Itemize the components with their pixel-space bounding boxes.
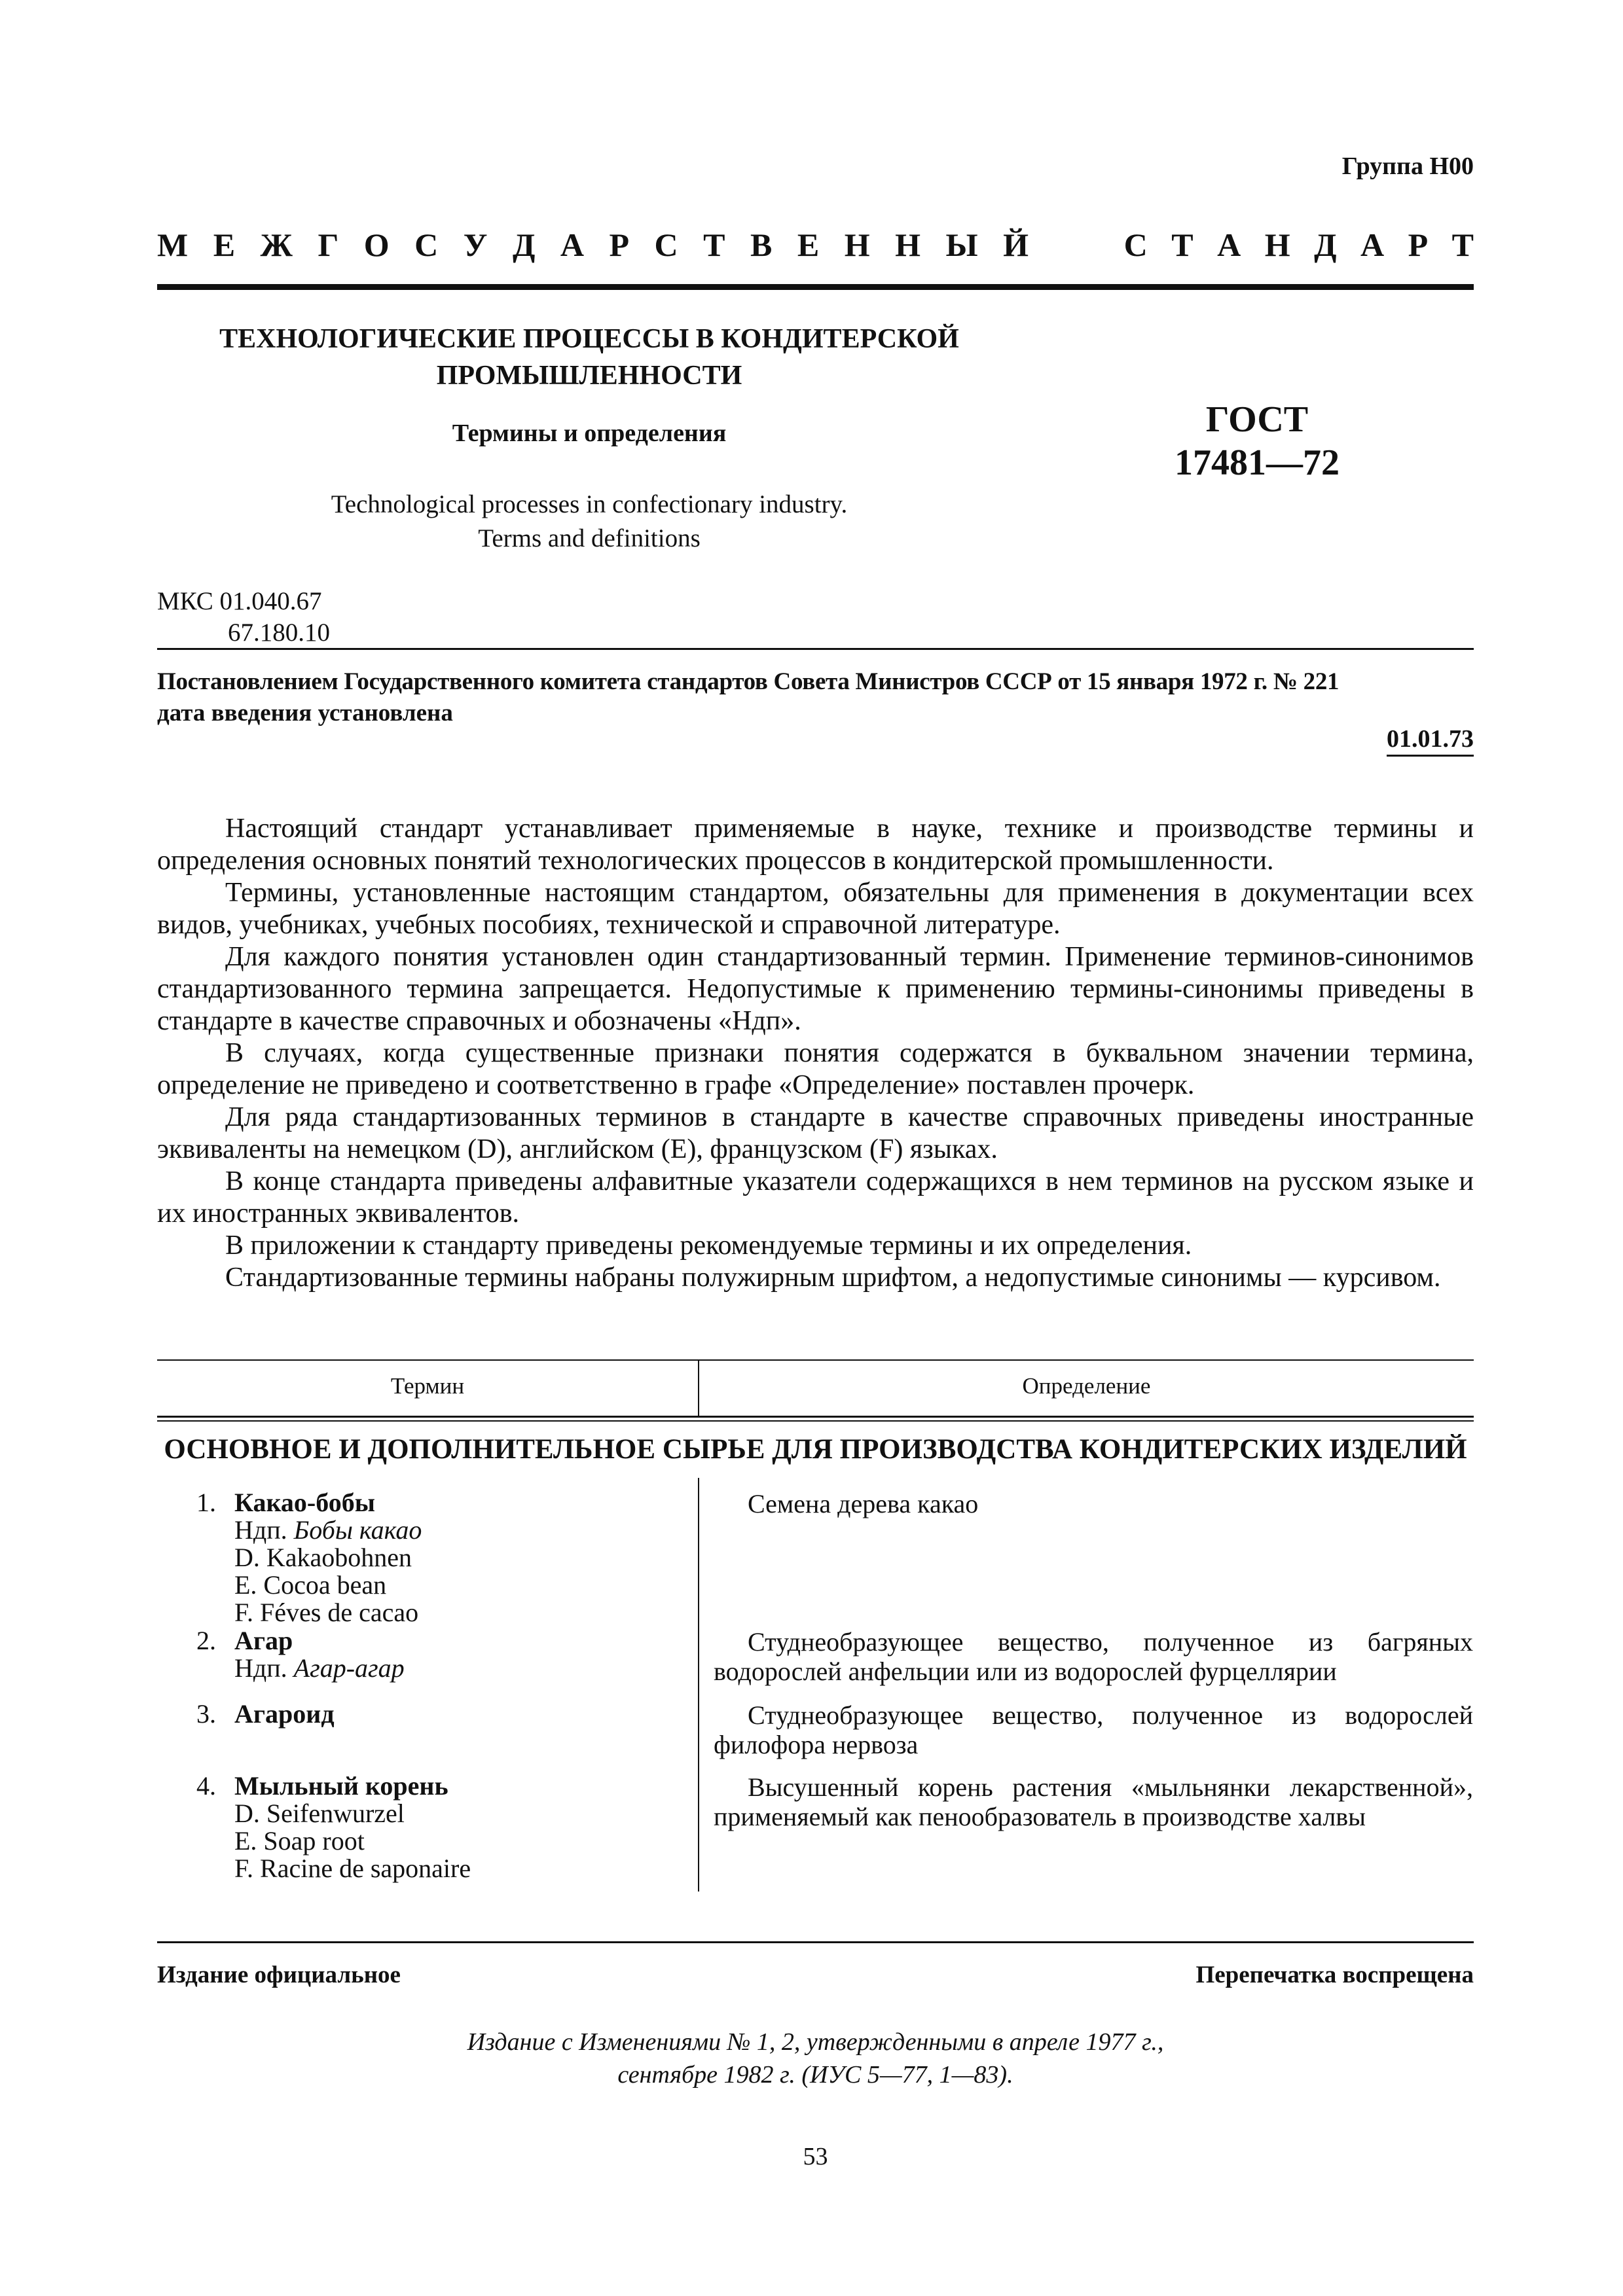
foreign-equivalent: F. Racine de saponaire — [234, 1854, 471, 1883]
paragraph: В приложении к стандарту приведены рекомендуемые термины и их определения. — [225, 1230, 1192, 1261]
term-definition — [714, 1627, 1473, 1686]
paragraph: Для ряда стандартизованных терминов в стандарте в качестве справочных приведены иностранные эквиваленты на немецком (D), английском (E), французском (F) языках. — [157, 1102, 1474, 1164]
reprint-prohibited: Перепечатка воспрещена — [1195, 1962, 1474, 1988]
footer-rule — [157, 1941, 1474, 1943]
gost-code: 17481—72 — [1175, 442, 1340, 483]
paragraph: В случаях, когда существенные признаки понятия содержатся в буквальном значении термина, определение не приведено и соответственно в графе «Определение» поставлен прочерк. — [157, 1038, 1474, 1100]
term-number: 3. — [196, 1699, 216, 1729]
term-name: Агар — [234, 1626, 293, 1655]
gost-label: ГОСТ — [1205, 399, 1309, 440]
page-number: 53 — [803, 2143, 828, 2170]
paragraph: Настоящий стандарт устанавливает применяемые в науке, технике и производстве термины и определения основных понятий технологических процессов в кондитерской промышленности. — [157, 814, 1474, 876]
mks-line-2: 67.180.10 — [228, 619, 330, 647]
term-name: Какао-бобы — [234, 1488, 375, 1517]
standard-banner — [157, 226, 1474, 264]
term-definition — [714, 1772, 1473, 1831]
table-column-divider — [698, 1478, 699, 1892]
ndp-synonym: Бобы какао — [293, 1515, 422, 1545]
foreign-equivalent: E. Cocoa bean — [234, 1570, 387, 1600]
column-header-term: Термин — [390, 1373, 465, 1399]
document-subtitle: Термины и определения — [452, 420, 727, 447]
decree-text — [157, 666, 1474, 729]
term-name: Агароид — [234, 1699, 335, 1729]
table-header-divider — [698, 1361, 699, 1416]
definition-text: Семена дерева какао — [748, 1489, 979, 1518]
section-heading: ОСНОВНОЕ И ДОПОЛНИТЕЛЬНОЕ СЫРЬЕ ДЛЯ ПРОИЗВОДСТВА КОНДИТЕРСКИХ ИЗДЕЛИЙ — [164, 1434, 1467, 1465]
edition-line-2: сентябре 1982 г. (ИУС 5—77, 1—83). — [617, 2061, 1013, 2089]
gost-number — [1113, 398, 1401, 484]
table-row — [196, 1489, 681, 1626]
ndp-label: Ндп. — [234, 1515, 287, 1545]
banner-left: М Е Ж Г О С У Д А Р С Т В Е Н Н Ы Й — [157, 226, 1029, 263]
document-title — [157, 321, 1021, 394]
edition-line-1: Издание с Изменениями № 1, 2, утвержденными в апреле 1977 г., — [467, 2028, 1164, 2056]
official-edition: Издание официальное — [157, 1962, 401, 1988]
ndp-label: Ндп. — [234, 1653, 287, 1683]
table-row — [196, 1627, 681, 1682]
banner-right: С Т А Н Д А Р Т — [1123, 226, 1474, 263]
english-title-line-2: Terms and definitions — [478, 524, 701, 552]
definition-text: Студнеобразующее вещество, полученное из водорослей филофора нервоза — [714, 1700, 1473, 1759]
paragraph: В конце стандарта приведены алфавитные указатели содержащихся в нем терминов на русском языке и их иностранных эквивалентов. — [157, 1166, 1474, 1229]
introduction-text — [157, 813, 1474, 1294]
term-definition — [714, 1700, 1473, 1759]
foreign-equivalent: D. Seifenwurzel — [234, 1799, 405, 1828]
edition-note — [157, 2026, 1474, 2091]
title-line-2: ПРОМЫШЛЕННОСТИ — [436, 361, 742, 391]
paragraph: Стандартизованные термины набраны полужирным шрифтом, а недопустимые синонимы — курсивом. — [225, 1263, 1441, 1293]
group-code: Группа Н00 — [1341, 152, 1474, 180]
mks-line-1: МКС 01.040.67 — [157, 587, 322, 615]
term-number: 4. — [196, 1771, 216, 1801]
term-number: 1. — [196, 1488, 216, 1517]
mks-codes — [157, 586, 330, 649]
paragraph: Термины, установленные настоящим стандартом, обязательны для применения в документации всех видов, учебниках, учебных пособиях, технической и справочной литературе. — [157, 878, 1474, 940]
header-rule — [157, 284, 1474, 290]
table-row — [196, 1772, 681, 1882]
decree-line-2: дата введения установлена — [157, 700, 453, 726]
decree-line-1: Постановлением Государственного комитета стандартов Совета Министров СССР от 15 января 1972 г. № 221 — [157, 668, 1340, 695]
term-number: 2. — [196, 1626, 216, 1655]
english-title-line-1: Technological processes in confectionary industry. — [331, 490, 848, 518]
decree-rule — [157, 648, 1474, 650]
title-line-1: ТЕХНОЛОГИЧЕСКИЕ ПРОЦЕССЫ В КОНДИТЕРСКОЙ — [219, 324, 959, 354]
paragraph: Для каждого понятия установлен один стандартизованный термин. Применение терминов-синонимов стандартизованного термина запрещается. Недопустимые к применению термины-синонимы приведены в стандарте в качестве справочных и обозначены «Ндп». — [157, 942, 1474, 1036]
table-header-rule — [157, 1416, 1474, 1418]
table-header-rule-2 — [157, 1420, 1474, 1422]
table-top-rule — [157, 1359, 1474, 1361]
foreign-equivalent: E. Soap root — [234, 1826, 365, 1856]
introduction-date: 01.01.73 — [1387, 725, 1474, 757]
ndp-synonym: Агар-агар — [293, 1653, 405, 1683]
table-row — [196, 1700, 681, 1728]
definition-text: Студнеобразующее вещество, полученное из багряных водорослей анфельции или из водорослей фурцеллярии — [714, 1627, 1473, 1686]
definition-text: Высушенный корень растения «мыльнянки лекарственной», применяемый как пенообразователь в производстве халвы — [714, 1772, 1473, 1831]
english-title — [157, 488, 1021, 556]
foreign-equivalent: F. Féves de cacao — [234, 1598, 419, 1627]
foreign-equivalent: D. Kakaobohnen — [234, 1543, 412, 1572]
term-definition — [714, 1489, 1473, 1518]
column-header-definition: Определение — [1022, 1373, 1151, 1399]
term-name: Мыльный корень — [234, 1771, 448, 1801]
